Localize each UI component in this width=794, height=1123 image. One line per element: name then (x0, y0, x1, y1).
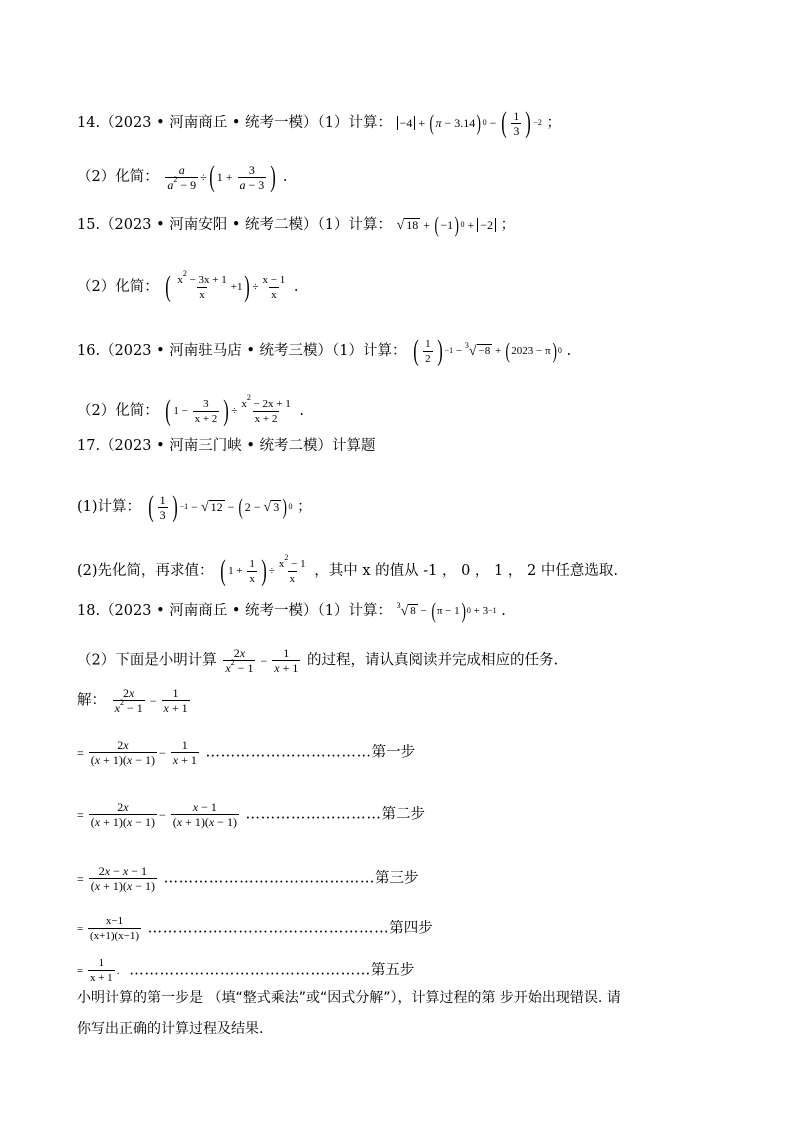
q17-expression-1: ( $\frac{1}{3}$ ) −1 − √ 12 − ( 2 − √ 3 ) 0 (147, 490, 293, 523)
solution-expression-2: = $\frac{2x}{(x + 1)(x - 1)}$ − $\frac{x - 1}{(x + 1)(x - 1)}$ (77, 800, 237, 829)
step-label-4: 第四步 (389, 920, 433, 937)
q18-part1-tail: . (501, 603, 506, 619)
solution-step-4: = $\frac{x-1}{(x+1)(x-1)}$ …………………………………………第四步 (77, 915, 433, 942)
solution-label: 解： (77, 692, 106, 709)
step-label-3: 第三步 (374, 870, 419, 887)
q16-part1 (77, 336, 571, 366)
q17-part2 (77, 552, 618, 587)
solution-expression-4: = $\frac{x-1}{(x+1)(x-1)}$ (77, 915, 140, 942)
q14-expression-2: $\frac{a}{a^2 - 9}$ ÷ ( 1 + $\frac{3}{a - 3}$ ) (167, 160, 277, 193)
q15-part1 (77, 214, 515, 236)
q16-expression-2: ( 1 − $\frac{3}{x + 2}$ ) ÷ $\frac{x^2 - 2x + 1}{x + 2}$ (165, 392, 291, 427)
q14-part2-label: （2）化简： (77, 169, 159, 185)
q14-part1-tail: ； (546, 115, 562, 131)
solution-step-2: = $\frac{2x}{(x + 1)(x - 1)}$ − $\frac{x - 1}{(x + 1)(x - 1)}$ ………………………第二步 (77, 800, 425, 829)
q16-part2-label: （2）化简： (77, 403, 159, 419)
q14-label: 14.（2023 • 河南商丘 • 统考一模）（1）计算： (77, 115, 392, 131)
solution-expression-0: $\frac{2x}{x^2 - 1}$ − $\frac{1}{x + 1}$ (114, 686, 188, 715)
solution-expression-3: = $\frac{2x - x - 1}{(x + 1)(x - 1)}$ (77, 864, 155, 893)
q17-heading (77, 436, 376, 456)
step-label-5: 第五步 (370, 962, 415, 979)
q17-label: 17.（2023 • 河南三门峡 • 统考二模）计算题 (77, 438, 376, 454)
q18-part1 (77, 600, 506, 622)
q14-expression-1: −4 + ( π − 3.14 ) 0 − ( $\frac{1}{3}$ ) −2 (397, 108, 542, 138)
solution-expression-5: = $\frac{1}{x + 1}$ . (77, 957, 120, 984)
q17-part2-label: (2)先化简，再求值： (77, 563, 214, 579)
q17-part1 (77, 492, 312, 522)
q16-label: 16.（2023 • 河南驻马店 • 统考三模）（1）计算： (77, 343, 407, 359)
q17-expression-2: ( 1 + $\frac{1}{x}$ ) ÷ $\frac{x^2 - 1}{x}$ (220, 552, 306, 587)
q15-part1-tail: ； (500, 217, 516, 233)
q14-part2-tail: . (282, 169, 288, 185)
q18-solution-start (77, 686, 192, 715)
q15-part2-label: （2）化简： (77, 279, 159, 295)
q18-part2-tail: 的过程，请认真阅读并完成相应的任务. (306, 652, 559, 669)
step-label-2: 第二步 (381, 806, 425, 823)
solution-step-3: = $\frac{2x - x - 1}{(x + 1)(x - 1)}$ ……………………………………第三步 (77, 864, 419, 893)
q17-part1-label: (1)计算： (77, 499, 142, 515)
q18-label: 18.（2023 • 河南商丘 • 统考一模）（1）计算： (77, 603, 392, 619)
solution-expression-1: = $\frac{2x}{(x + 1)(x - 1)}$ − $\frac{1}{x + 1}$ (77, 738, 197, 767)
step-label-1: 第一步 (371, 744, 416, 761)
q18-expression-2: $\frac{2x}{x^2 - 1}$ − $\frac{1}{x + 1}$ (225, 646, 299, 675)
q18-expression-1: $^3$√ 8 − ( π − 1 ) 0 + 3 −1 (396, 598, 497, 623)
q15-label: 15.（2023 • 河南安阳 • 统考二模）（1）计算： (77, 217, 392, 233)
q15-part2 (77, 268, 299, 303)
q14-part2 (77, 162, 288, 192)
q16-part2-tail: . (299, 403, 304, 419)
q18-part2-label: （2）下面是小明计算 (77, 652, 217, 669)
q14-part1 (77, 108, 561, 138)
q18-task-line-2: 你写出正确的计算过程及结果. (77, 1021, 264, 1037)
q18-part2 (77, 646, 558, 675)
q16-part1-tail: . (566, 343, 572, 359)
solution-step-1: = $\frac{2x}{(x + 1)(x - 1)}$ − $\frac{1}{x + 1}$ ……………………………第一步 (77, 738, 416, 767)
q18-task-line-1: 小明计算的第一步是 （填“整式乘法”或“因式分解”），计算过程的第 步开始出现错误. 请 (77, 990, 621, 1006)
q16-expression-1: ( $\frac{1}{2}$ ) −1 − $^3$√ −8 + ( 2023 − π ) 0 (413, 334, 562, 367)
q15-part2-tail: . (293, 279, 299, 295)
q17-part1-tail: ； (297, 499, 312, 515)
q16-part2 (77, 392, 304, 427)
q15-expression-2: ( $\frac{x^2 - 3x + 1}{x}$ +1 ) ÷ $\frac{x - 1}{x}$ (165, 268, 286, 303)
solution-step-5: = $\frac{1}{x + 1}$ . …………………………………………第五步 (77, 957, 415, 984)
q15-expression-1: √ 18 + ( −1 ) 0 + −2 (397, 214, 496, 236)
q17-part2-tail: ，其中 x 的值从 -1 ， 0 ， 1 ， 2 中任意选取. (314, 563, 618, 579)
